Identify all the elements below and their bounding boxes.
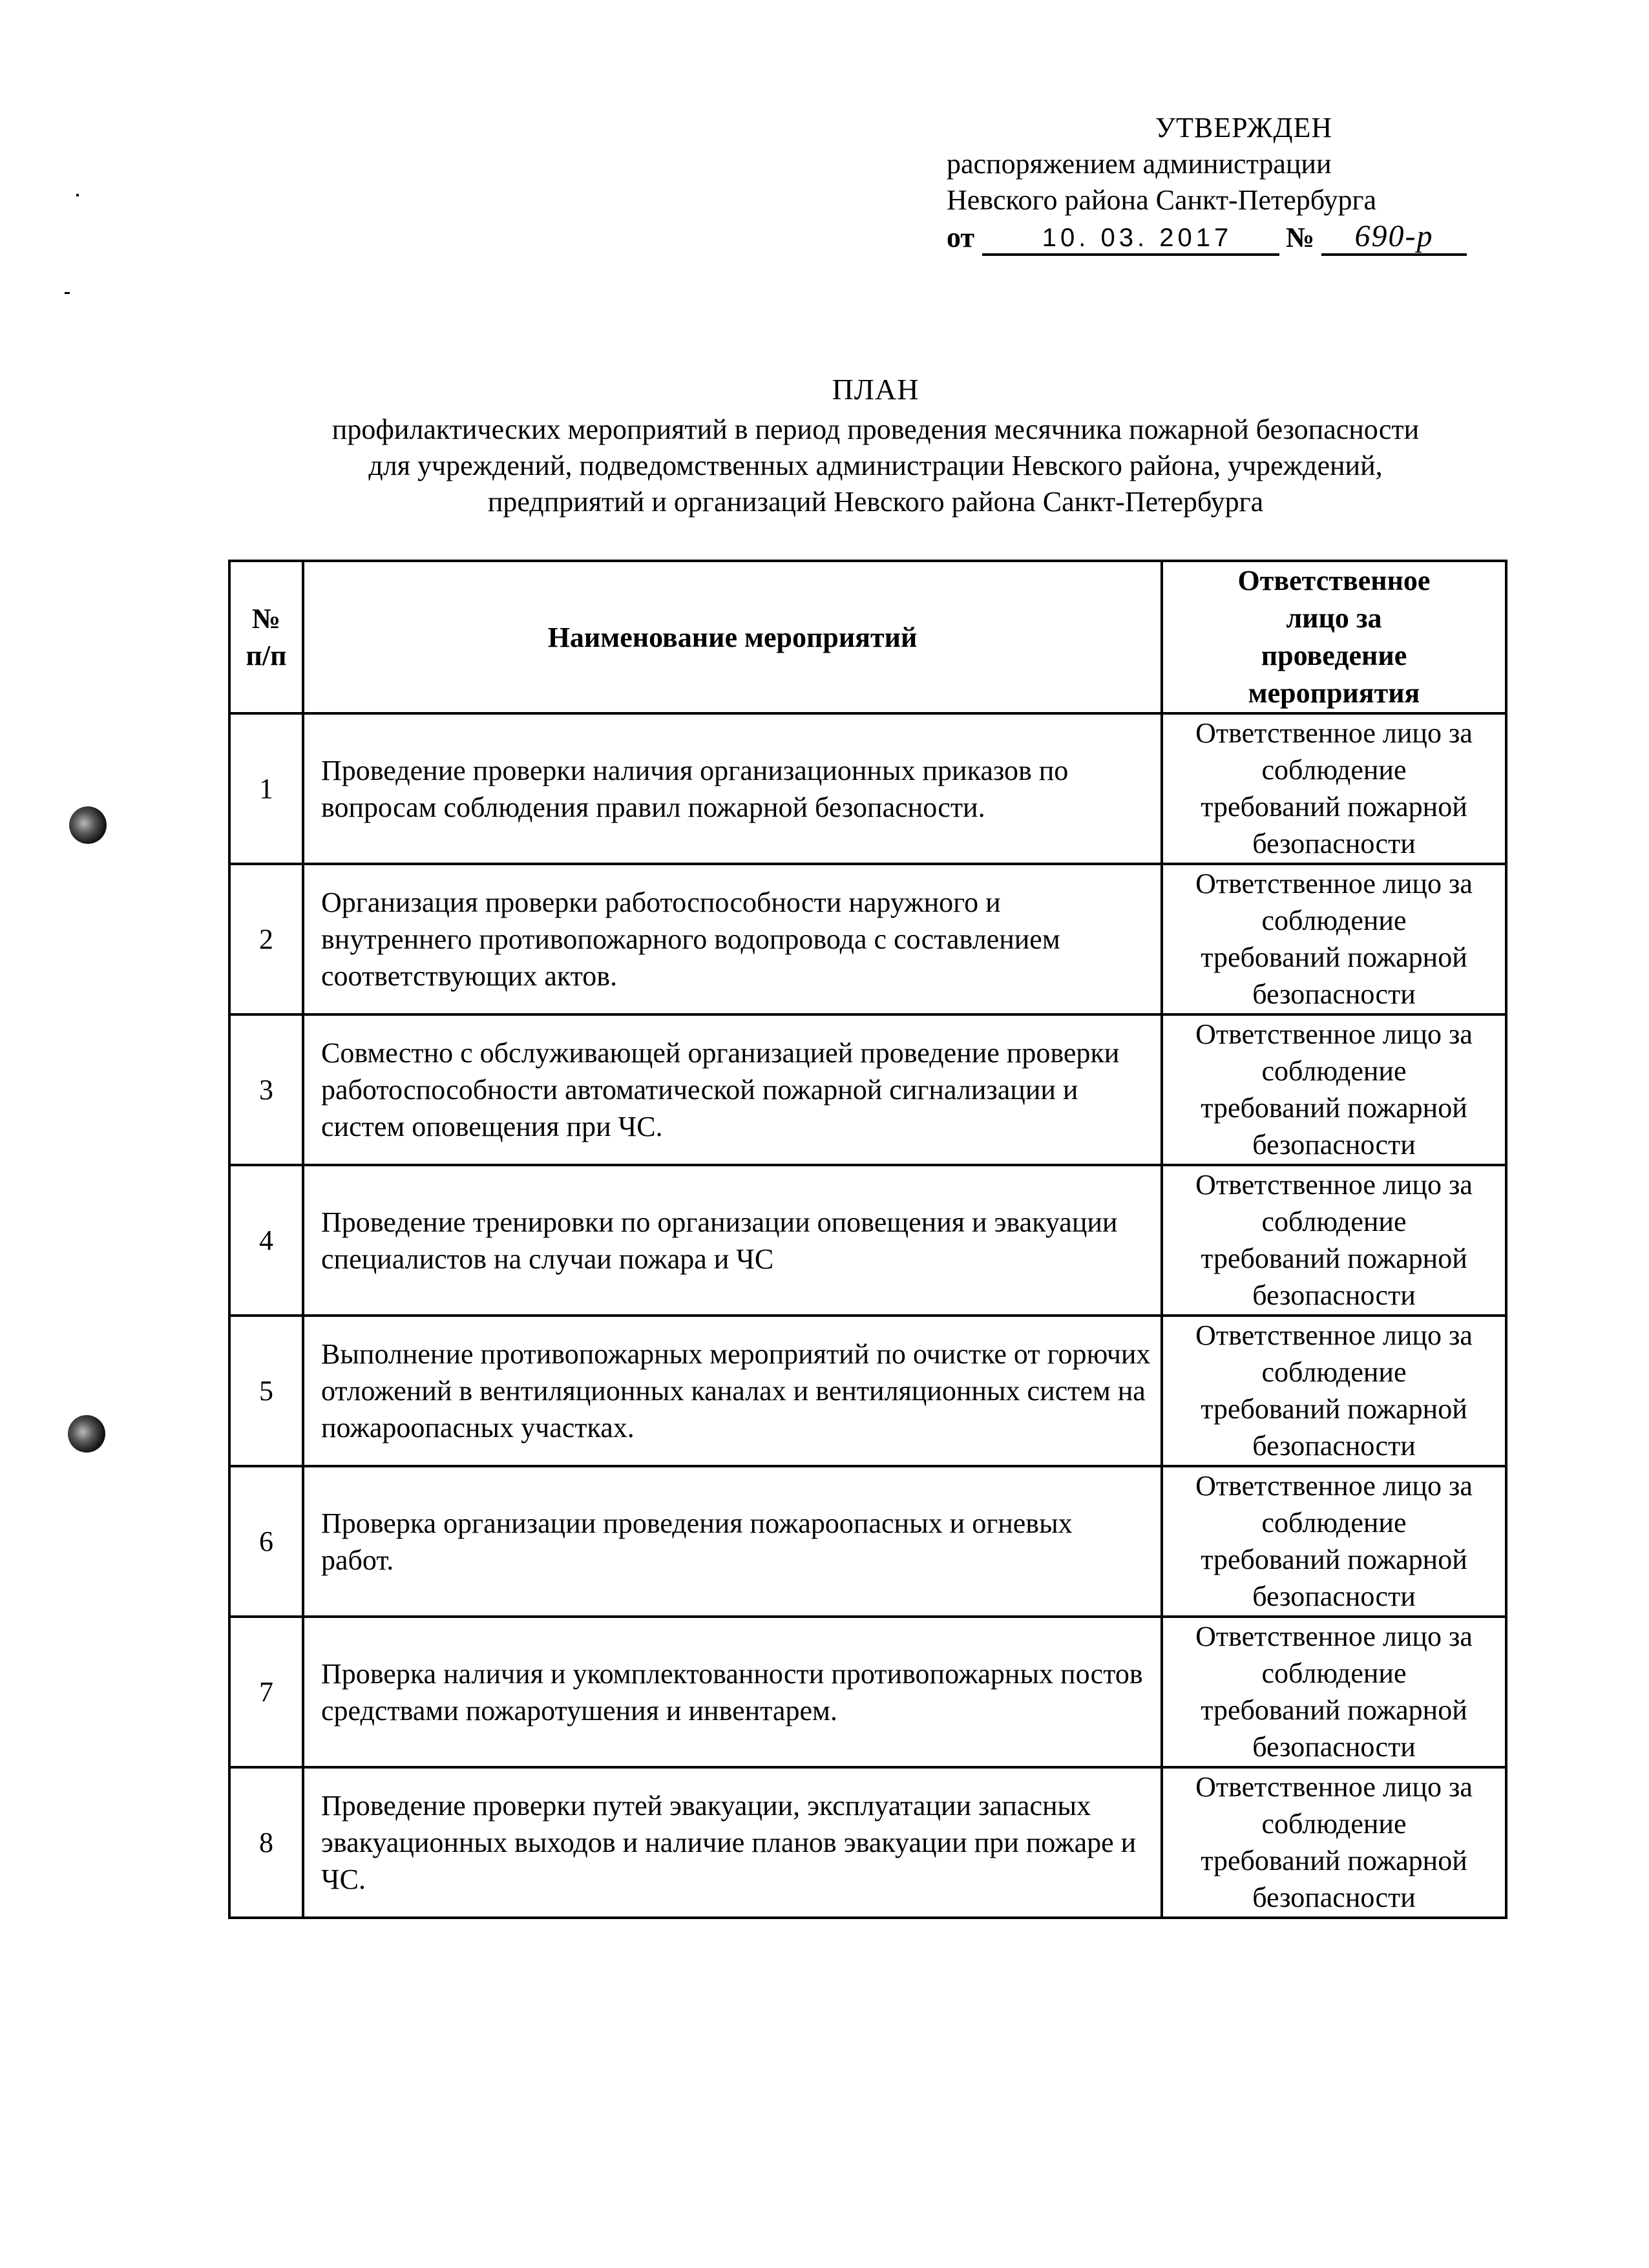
table-header-row — [229, 561, 1506, 713]
header-responsible: Ответственное лицо за проведение мероприятия — [1162, 561, 1506, 713]
table-row — [229, 1466, 1506, 1617]
table-row — [229, 1316, 1506, 1466]
row-activity: Проверка организации проведения пожароопасных и огневых работ. — [303, 1466, 1162, 1617]
subtitle-line-3: предприятий и организаций Невского района Санкт-Петербурга — [487, 486, 1264, 518]
binder-hole-bottom — [68, 1415, 105, 1453]
binder-hole-top — [69, 806, 107, 844]
scan-speck — [65, 292, 70, 294]
row-activity: Проведение проверки наличия организационных приказов по вопросам соблюдения правил пожарной безопасности. — [303, 713, 1162, 864]
document-heading — [213, 372, 1538, 520]
approval-line-1: распоряжением администрации — [947, 148, 1332, 180]
row-number: 4 — [229, 1165, 303, 1316]
row-responsible: Ответственное лицо за соблюдение требований пожарной безопасности — [1162, 1767, 1506, 1918]
header-number: № п/п — [229, 561, 303, 713]
row-responsible: Ответственное лицо за соблюдение требований пожарной безопасности — [1162, 1617, 1506, 1767]
approval-date: 10. 03. 2017 — [982, 222, 1279, 256]
row-number: 8 — [229, 1767, 303, 1918]
number-prefix: № — [1286, 222, 1315, 253]
row-number: 1 — [229, 713, 303, 864]
row-activity: Проведение тренировки по организации оповещения и эвакуации специалистов на случаи пожара и ЧС — [303, 1165, 1162, 1316]
row-number: 6 — [229, 1466, 303, 1617]
approval-stamp-block — [947, 110, 1489, 256]
row-responsible: Ответственное лицо за соблюдение требований пожарной безопасности — [1162, 864, 1506, 1014]
row-responsible: Ответственное лицо за соблюдение требований пожарной безопасности — [1162, 1014, 1506, 1165]
approval-date-line — [947, 220, 1489, 256]
row-activity: Проведение проверки путей эвакуации, эксплуатации запасных эвакуационных выходов и наличие планов эвакуации при пожаре и ЧС. — [303, 1767, 1162, 1918]
approval-number: 690-р — [1321, 220, 1467, 256]
row-responsible: Ответственное лицо за соблюдение требований пожарной безопасности — [1162, 1165, 1506, 1316]
approval-title: УТВЕРЖДЕН — [1155, 112, 1333, 143]
row-activity: Совместно с обслуживающей организацией проведение проверки работоспособности автоматической пожарной сигнализации и систем оповещения при ЧС. — [303, 1014, 1162, 1165]
subtitle-line-1: профилактических мероприятий в период проведения месячника пожарной безопасности — [331, 414, 1420, 445]
table-row — [229, 864, 1506, 1014]
row-number: 7 — [229, 1617, 303, 1767]
row-activity: Проверка наличия и укомплектованности противопожарных постов средствами пожаротушения и инвентарем. — [303, 1617, 1162, 1767]
activities-table — [228, 560, 1507, 1919]
table-row — [229, 713, 1506, 864]
table-row — [229, 1617, 1506, 1767]
table-row — [229, 1165, 1506, 1316]
row-number: 2 — [229, 864, 303, 1014]
document-title: ПЛАН — [832, 373, 919, 406]
row-activity: Организация проверки работоспособности наружного и внутреннего противопожарного водопровода с составлением соответствующих актов. — [303, 864, 1162, 1014]
date-prefix: от — [947, 222, 975, 253]
table-row — [229, 1767, 1506, 1918]
approval-line-2: Невского района Санкт-Петербурга — [947, 184, 1377, 216]
row-responsible: Ответственное лицо за соблюдение требований пожарной безопасности — [1162, 1316, 1506, 1466]
scan-speck — [76, 194, 79, 196]
subtitle-line-2: для учреждений, подведомственных администрации Невского района, учреждений, — [368, 450, 1383, 481]
row-number: 3 — [229, 1014, 303, 1165]
row-responsible: Ответственное лицо за соблюдение требований пожарной безопасности — [1162, 1466, 1506, 1617]
row-activity: Выполнение противопожарных мероприятий по очистке от горючих отложений в вентиляционных каналах и вентиляционных систем на пожароопасных участках. — [303, 1316, 1162, 1466]
header-name: Наименование мероприятий — [303, 561, 1162, 713]
row-number: 5 — [229, 1316, 303, 1466]
table-row — [229, 1014, 1506, 1165]
row-responsible: Ответственное лицо за соблюдение требований пожарной безопасности — [1162, 713, 1506, 864]
